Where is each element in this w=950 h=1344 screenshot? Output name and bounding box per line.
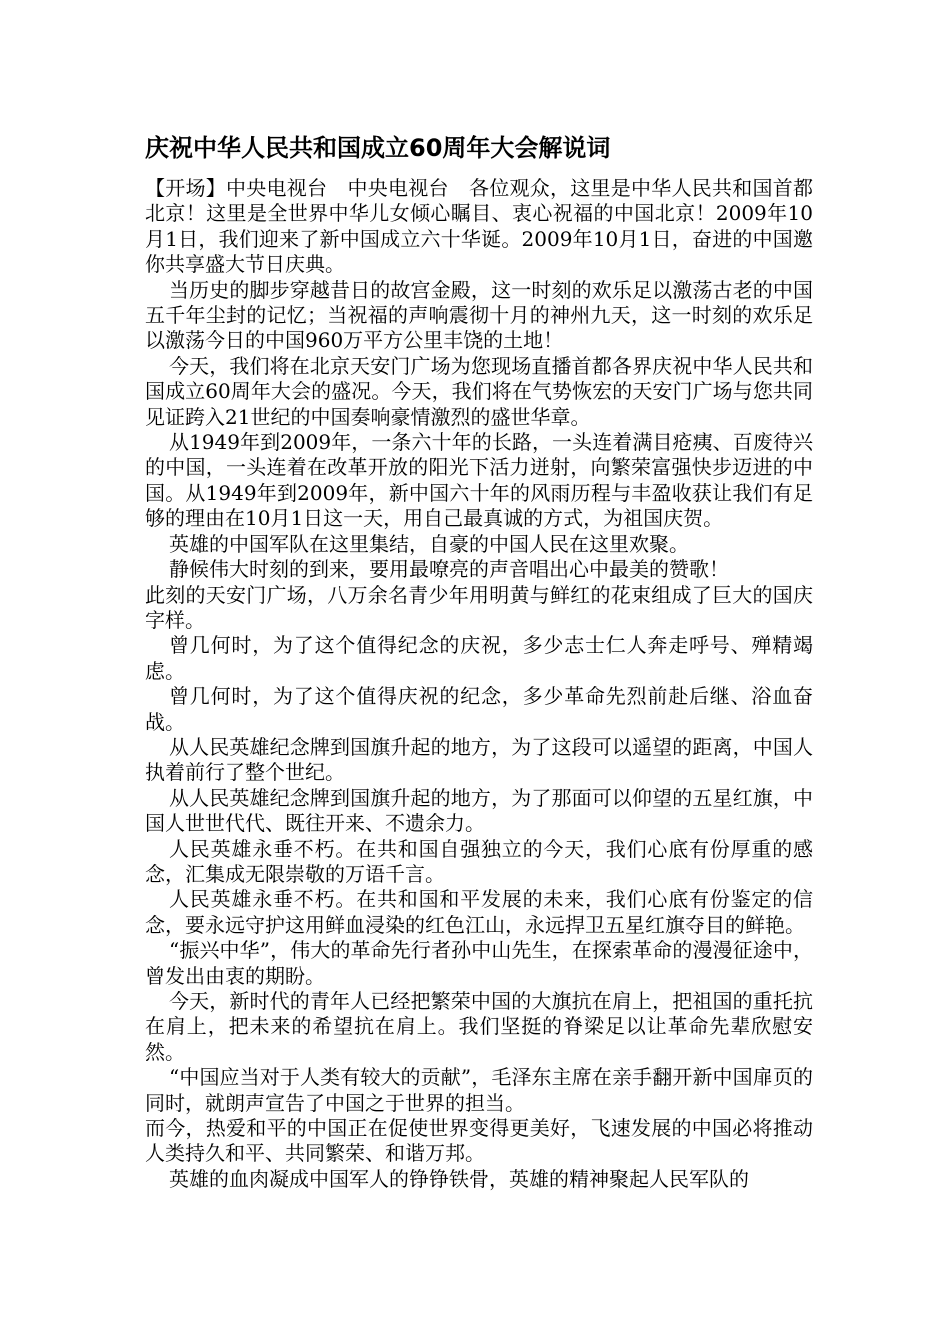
document-body (145, 176, 813, 1192)
paragraph-16: “中国应当对于人类有较大的贡献”，毛泽东主席在亲手翻开新中国扉页的同时，就朗声宣告了中国之于世界的担当。 (145, 1065, 813, 1115)
paragraph-15: 今天，新时代的青年人已经把繁荣中国的大旗抗在肩上，把祖国的重托抗在肩上，把未来的希望抗在肩上。我们坚挺的脊梁足以让革命先辈欣慰安然。 (145, 989, 813, 1064)
paragraph-11: 从人民英雄纪念牌到国旗升起的地方，为了那面可以仰望的五星红旗，中国人世世代代、既往开来、不遗余力。 (145, 785, 813, 836)
paragraph-6: 静候伟大时刻的到来，要用最嘹亮的声音唱出心中最美的赞歌！ (169, 557, 729, 582)
paragraph-4: 从1949年到2009年，一条六十年的长路，一头连着满目疮痍、百废待兴的中国，一头连着在改革开放的阳光下活力迸射，向繁荣富强快步迈进的中国。从1949年到2009年，新中国六十年的风雨历程与丰盈收获让我们有足够的理由在10月1日这一天，用自己最真诚的方式，为祖国庆贺。 (145, 430, 813, 531)
paragraph-3: 今天，我们将在北京天安门广场为您现场直播首都各界庆祝中华人民共和国成立60周年大会的盛况。今天，我们将在气势恢宏的天安门广场与您共同见证跨入21世纪的中国奏响豪情激烈的盛世华章。 (145, 353, 813, 429)
paragraph-18: 英雄的血肉凝成中国军人的铮铮铁骨，英雄的精神聚起人民军队的 (169, 1166, 749, 1191)
paragraph-5: 英雄的中国军队在这里集结，自豪的中国人民在这里欢聚。 (169, 531, 689, 556)
document-page (145, 130, 813, 1192)
paragraph-12: 人民英雄永垂不朽。在共和国自强独立的今天，我们心底有份厚重的感念，汇集成无限崇敬的万语千言。 (145, 836, 813, 886)
paragraph-1: 【开场】中央电视台 中央电视台 各位观众，这里是中华人民共和国首都北京！这里是全世界中华儿女倾心瞩目、衷心祝福的中国北京！2009年10月1日，我们迎来了新中国成立六十华诞。2009年10月1日，奋进的中国邀你共享盛大节日庆典。 (145, 176, 813, 277)
paragraph-9: 曾几何时，为了这个值得庆祝的纪念，多少革命先烈前赴后继、浴血奋战。 (145, 684, 813, 734)
paragraph-2: 当历史的脚步穿越昔日的故宫金殿，这一时刻的欢乐足以激荡古老的中国五千年尘封的记忆；当祝福的声响震彻十月的神州九天，这一时刻的欢乐足以激荡今日的中国960万平方公里丰饶的土地！ (145, 277, 813, 353)
document-title: 庆祝中华人民共和国成立60周年大会解说词 (145, 134, 611, 162)
paragraph-14: “振兴中华”，伟大的革命先行者孙中山先生，在探索革命的漫漫征途中，曾发出由衷的期盼。 (145, 938, 813, 988)
paragraph-7: 此刻的天安门广场，八万余名青少年用明黄与鲜红的花束组成了巨大的国庆字样。 (145, 582, 813, 632)
paragraph-13: 人民英雄永垂不朽。在共和国和平发展的未来，我们心底有份鉴定的信念，要永远守护这用鲜血浸染的红色江山，永远捍卫五星红旗夺目的鲜艳。 (145, 887, 813, 937)
paragraph-10: 从人民英雄纪念牌到国旗升起的地方，为了这段可以遥望的距离，中国人执着前行了整个世纪。 (145, 734, 813, 785)
paragraph-17: 而今，热爱和平的中国正在促使世界变得更美好，飞速发展的中国必将推动人类持久和平、共同繁荣、和谐万邦。 (145, 1116, 813, 1166)
paragraph-8: 曾几何时，为了这个值得纪念的庆祝，多少志士仁人奔走呼号、殚精竭虑。 (145, 633, 813, 683)
